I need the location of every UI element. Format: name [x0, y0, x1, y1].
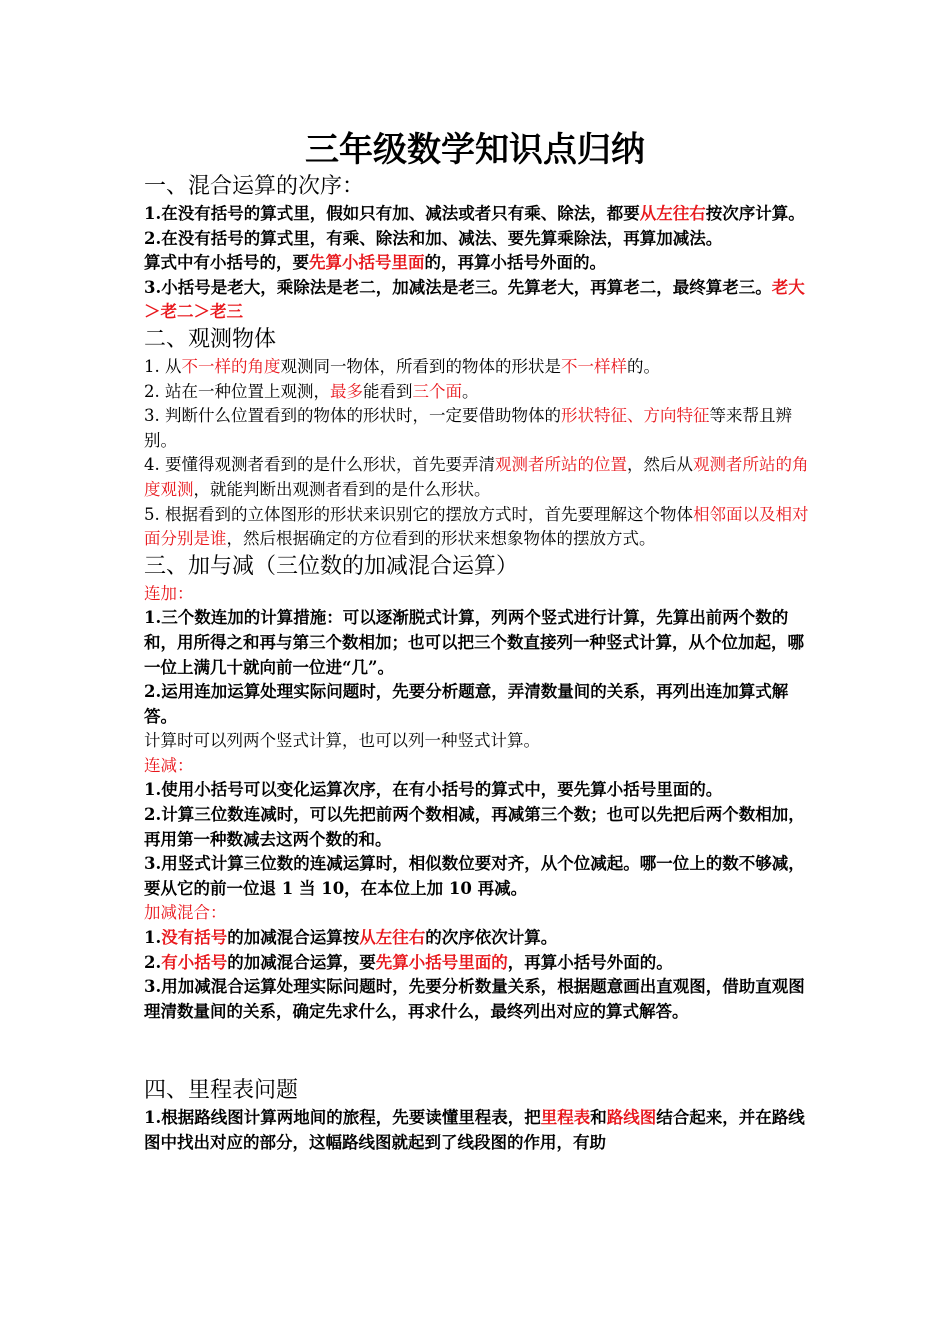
paragraph: 2.计算三位数连减时，可以先把前两个数相减，再减第三个数；也可以先把后两个数相加，再用第一种数减去这两个数的和。	[144, 805, 805, 849]
paragraph: 4. 要懂得观测者看到的是什么形状，首先要弄清观测者所站的位置，然后从观测者所站的角度观测，就能判断出观测者看到的是什么形状。	[144, 455, 809, 499]
paragraph: 2. 站在一种位置上观测，最多能看到三个面。	[144, 381, 479, 401]
paragraph: 1.根据路线图计算两地间的旅程，先要读懂里程表，把里程表和路线图结合起来，并在路线图中找出对应的部分，这幅路线图就起到了线段图的作用，有助	[144, 1108, 805, 1152]
paragraph: 3.用竖式计算三位数的连减运算时，相似数位要对齐，从个位减起。哪一位上的数不够减，要从它的前一位退 1 当 10，在本位上加 10 再减。	[144, 854, 805, 898]
paragraph: 1. 从不一样的角度观测同一物体，所看到的物体的形状是不一样样的。	[144, 356, 660, 376]
paragraph: 3. 判断什么位置看到的物体的形状时，一定要借助物体的形状特征、方向特征等来帮且辨别。	[144, 406, 792, 450]
section-heading-4: 四、里程表问题	[144, 1078, 299, 1104]
spacer	[144, 1024, 814, 1076]
paragraph: 2.有小括号的加减混合运算，要先算小括号里面的，再算小括号外面的。	[144, 952, 673, 972]
document-body	[144, 172, 814, 1156]
paragraph: 计算时可以列两个竖式计算，也可以列一种竖式计算。	[144, 731, 540, 751]
paragraph: 1.没有括号的加减混合运算按从左往右的次序依次计算。	[144, 928, 558, 948]
subheading-lianjian: 连减：	[144, 755, 194, 775]
section-heading-1: 一、混合运算的次序：	[144, 174, 365, 199]
subheading-hunhe: 加减混合：	[144, 903, 227, 923]
section-heading-3: 三、加与减（三位数的加减混合运算）	[144, 553, 519, 579]
paragraph: 1.使用小括号可以变化运算次序，在有小括号的算式中，要先算小括号里面的。	[144, 780, 723, 800]
paragraph: 3.用加减混合运算处理实际问题时，先要分析数量关系，根据题意画出直观图，借助直观图理清数量间的关系，确定先求什么，再求什么，最终列出对应的算式解答。	[144, 977, 805, 1021]
paragraph: 2.在没有括号的算式里，有乘、除法和加、减法、要先算乘除法，再算加减法。	[144, 228, 723, 248]
section-heading-2: 二、观测物体	[144, 326, 277, 352]
paragraph: 1.在没有括号的算式里，假如只有加、减法或者只有乘、除法，都要从左往右按次序计算。	[144, 204, 805, 223]
paragraph: 算式中有小括号的，要先算小括号里面的，再算小括号外面的。	[144, 253, 606, 273]
paragraph: 2.运用连加运算处理实际问题时，先要分析题意，弄清数量间的关系，再列出连加算式解答。	[144, 682, 789, 726]
subheading-lianjia: 连加：	[144, 583, 194, 603]
paragraph: 3.小括号是老大，乘除法是老二，加减法是老三。先算老大，再算老二，最终算老三。老大＞老二＞老三	[144, 277, 805, 322]
paragraph: 1.三个数连加的计算措施：可以逐渐脱式计算，列两个竖式进行计算，先算出前两个数的和，用所得之和再与第三个数相加；也可以把三个数直接列一种竖式计算，从个位加起，哪一位上满几十就向前一位进“几”。	[144, 608, 804, 677]
page-title: 三年级数学知识点归纳	[305, 130, 645, 170]
paragraph: 5. 根据看到的立体图形的形状来识别它的摆放方式时，首先要理解这个物体相邻面以及相对面分别是谁，然后根据确定的方位看到的形状来想象物体的摆放方式。	[144, 504, 809, 549]
